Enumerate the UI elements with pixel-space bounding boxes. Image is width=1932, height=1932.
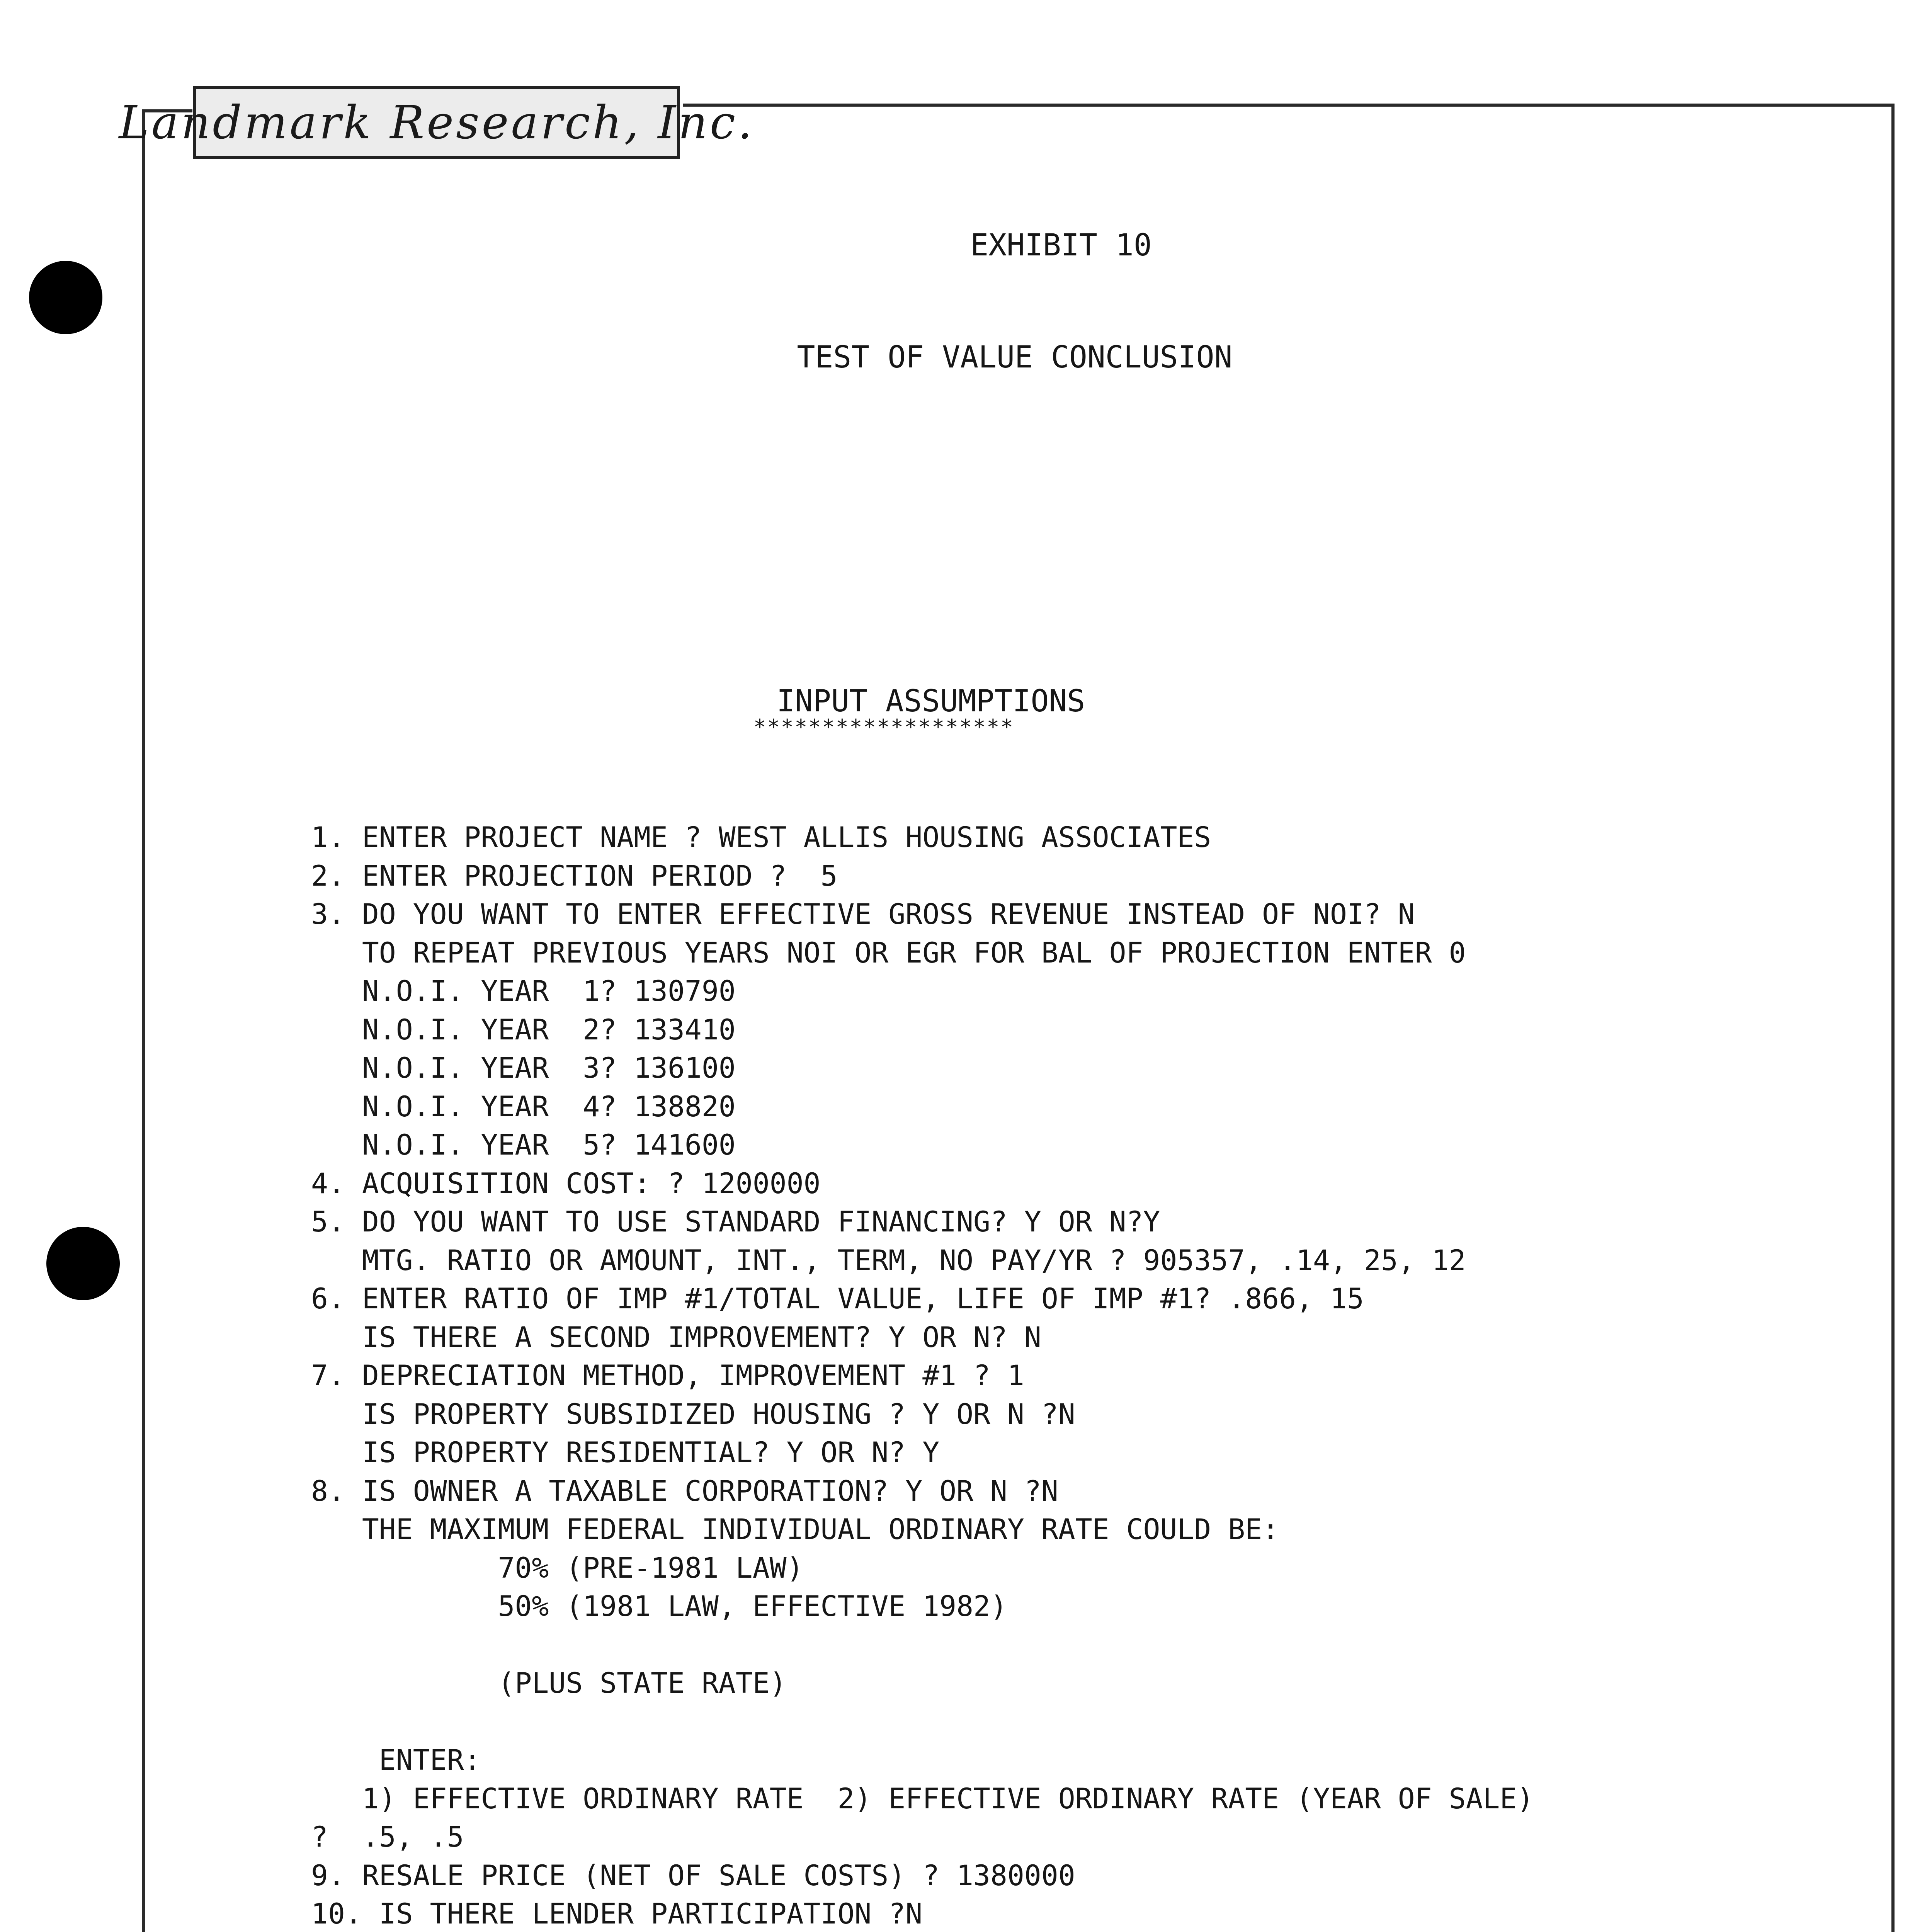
input-listing [311,818,1534,1932]
listing-line: 50% (1981 LAW, EFFECTIVE 1982) [311,1590,1007,1623]
listing-line: ? .5, .5 [311,1821,464,1854]
listing-line: 10. IS THERE LENDER PARTICIPATION ?N [311,1898,923,1930]
listing-line: IS PROPERTY RESIDENTIAL? Y OR N? Y [311,1436,940,1469]
listing-line: N.O.I. YEAR 4? 138820 [311,1090,736,1123]
listing-line: 5. DO YOU WANT TO USE STANDARD FINANCING? Y OR N?Y [311,1206,1160,1238]
listing-line: IS THERE A SECOND IMPROVEMENT? Y OR N? N [311,1321,1041,1354]
listing-line: 1. ENTER PROJECT NAME ? WEST ALLIS HOUSING ASSOCIATES [311,821,1211,854]
listing-line: IS PROPERTY SUBSIDIZED HOUSING ? Y OR N ?N [311,1398,1075,1431]
listing-line: (PLUS STATE RATE) [311,1667,787,1700]
listing-line: 3. DO YOU WANT TO ENTER EFFECTIVE GROSS REVENUE INSTEAD OF NOI? N [311,898,1415,931]
listing-line: 8. IS OWNER A TAXABLE CORPORATION? Y OR N ?N [311,1475,1058,1508]
listing-line: 2. ENTER PROJECTION PERIOD ? 5 [311,859,838,893]
listing-line: 1) EFFECTIVE ORDINARY RATE 2) EFFECTIVE ORDINARY RATE (YEAR OF SALE) [311,1782,1534,1815]
listing-line: 9. RESALE PRICE (NET OF SALE COSTS) ? 1380000 [311,1859,1075,1892]
frame-border [683,104,1895,107]
frame-border [1891,104,1895,1932]
section-heading: INPUT ASSUMPTIONS [777,684,1085,719]
exhibit-subtitle: TEST OF VALUE CONCLUSION [797,340,1233,375]
listing-line: ENTER: [311,1744,481,1777]
listing-line: 4. ACQUISITION COST: ? 1200000 [311,1167,821,1200]
listing-line: 70% (PRE-1981 LAW) [311,1551,804,1585]
logo-text: Landmark Research, Inc. [119,96,755,149]
listing-line: TO REPEAT PREVIOUS YEARS NOI OR EGR FOR BAL OF PROJECTION ENTER 0 [311,936,1466,969]
company-logo [119,86,755,159]
frame-border [142,109,145,1932]
binder-hole [29,261,102,334]
listing-line: 6. ENTER RATIO OF IMP #1/TOTAL VALUE, LIFE OF IMP #1? .866, 15 [311,1282,1364,1315]
listing-line [311,1626,1534,1665]
listing-line [311,1703,1534,1742]
listing-line: N.O.I. YEAR 1? 130790 [311,975,736,1008]
listing-line: MTG. RATIO OR AMOUNT, INT., TERM, NO PAY/YR ? 905357, .14, 25, 12 [311,1244,1466,1277]
listing-line: N.O.I. YEAR 2? 133410 [311,1013,736,1046]
listing-line: N.O.I. YEAR 3? 136100 [311,1052,736,1085]
binder-hole [46,1227,120,1300]
listing-line: THE MAXIMUM FEDERAL INDIVIDUAL ORDINARY RATE COULD BE: [311,1513,1279,1546]
listing-line: N.O.I. YEAR 5? 141600 [311,1129,736,1162]
exhibit-title: EXHIBIT 10 [970,228,1152,263]
section-underline: ******************* [753,715,1014,739]
listing-line: 7. DEPRECIATION METHOD, IMPROVEMENT #1 ? 1 [311,1359,1024,1392]
